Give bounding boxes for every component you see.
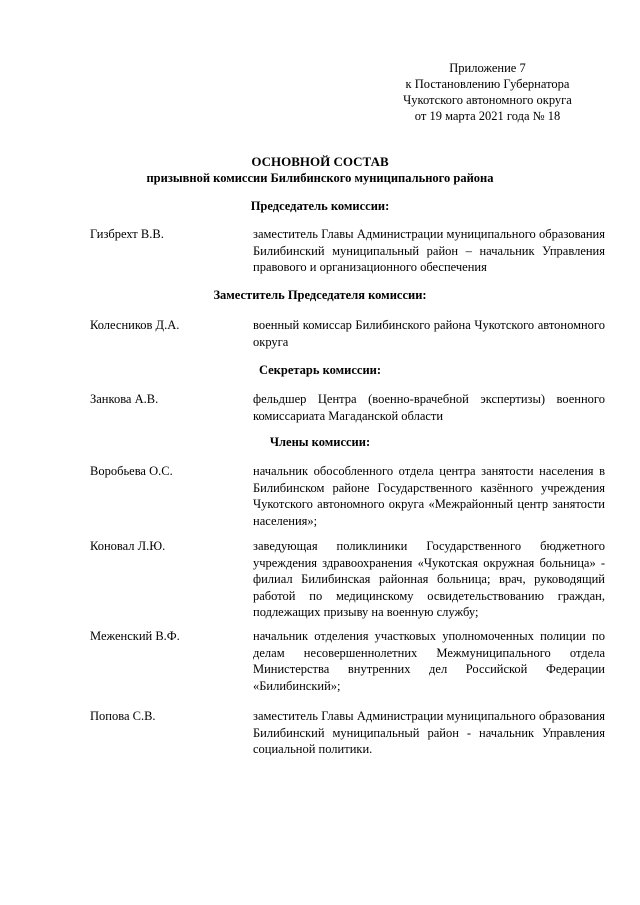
title-sub: призывной комиссии Билибинского муниципального района bbox=[146, 171, 494, 185]
person-role: заведующая поликлиники Государственного бюджетного учреждения здравоохранения «Чукотская окружная больница» - филиал Билибинская районная больница; врач, руководящий работой по медицинскому освидетельствованию граждан, подлежащих призыву на военную службу; bbox=[253, 539, 605, 619]
person-name: Гизбрехт В.В. bbox=[90, 227, 164, 241]
person-role: военный комиссар Билибинского района Чукотского автономного округа bbox=[253, 318, 605, 349]
section-secretary-heading: Секретарь комиссии: bbox=[258, 363, 382, 377]
person-name: Воробьева О.С. bbox=[90, 464, 173, 478]
person-role: заместитель Главы Администрации муниципального образования Билибинский муниципальный район - начальник Управления социальной политики. bbox=[253, 709, 605, 756]
person-role: фельдшер Центра (военно-врачебной экспертизы) военного комиссариата Магаданской области bbox=[253, 392, 605, 423]
person-role: начальник отделения участковых уполномоченных полиции по делам несовершеннолетних Межмуниципального отдела Министерства внутренних дел Российской Федерации «Билибинский»; bbox=[253, 629, 605, 693]
section-chair-heading: Председатель комиссии: bbox=[250, 199, 390, 213]
person-name: Меженский В.Ф. bbox=[90, 629, 180, 643]
person-name: Коновал Л.Ю. bbox=[90, 539, 166, 553]
section-members-heading: Члены комиссии: bbox=[269, 435, 371, 449]
person-name: Занкова А.В. bbox=[90, 392, 159, 406]
appendix-date: от 19 марта 2021 года № 18 bbox=[414, 109, 561, 123]
section-deputy-heading: Заместитель Председателя комиссии: bbox=[213, 288, 427, 302]
appendix-number: Приложение 7 bbox=[449, 61, 526, 75]
document-title bbox=[0, 154, 640, 186]
person-name: Попова С.В. bbox=[90, 709, 156, 723]
appendix-region: Чукотского автономного округа bbox=[403, 93, 572, 107]
person-role: начальник обособленного отдела центра занятости населения в Билибинском районе Государственного казённого учреждения Чукотского автономного округа «Межрайонный центр занятости населения»; bbox=[253, 464, 605, 528]
appendix-header bbox=[380, 60, 595, 124]
person-name: Колесников Д.А. bbox=[90, 318, 180, 332]
person-role: заместитель Главы Администрации муниципального образования Билибинский муниципальный район – начальник Управления правового и организационного обеспечения bbox=[253, 227, 605, 274]
title-main: ОСНОВНОЙ СОСТАВ bbox=[251, 154, 389, 169]
appendix-reference: к Постановлению Губернатора bbox=[405, 77, 570, 91]
